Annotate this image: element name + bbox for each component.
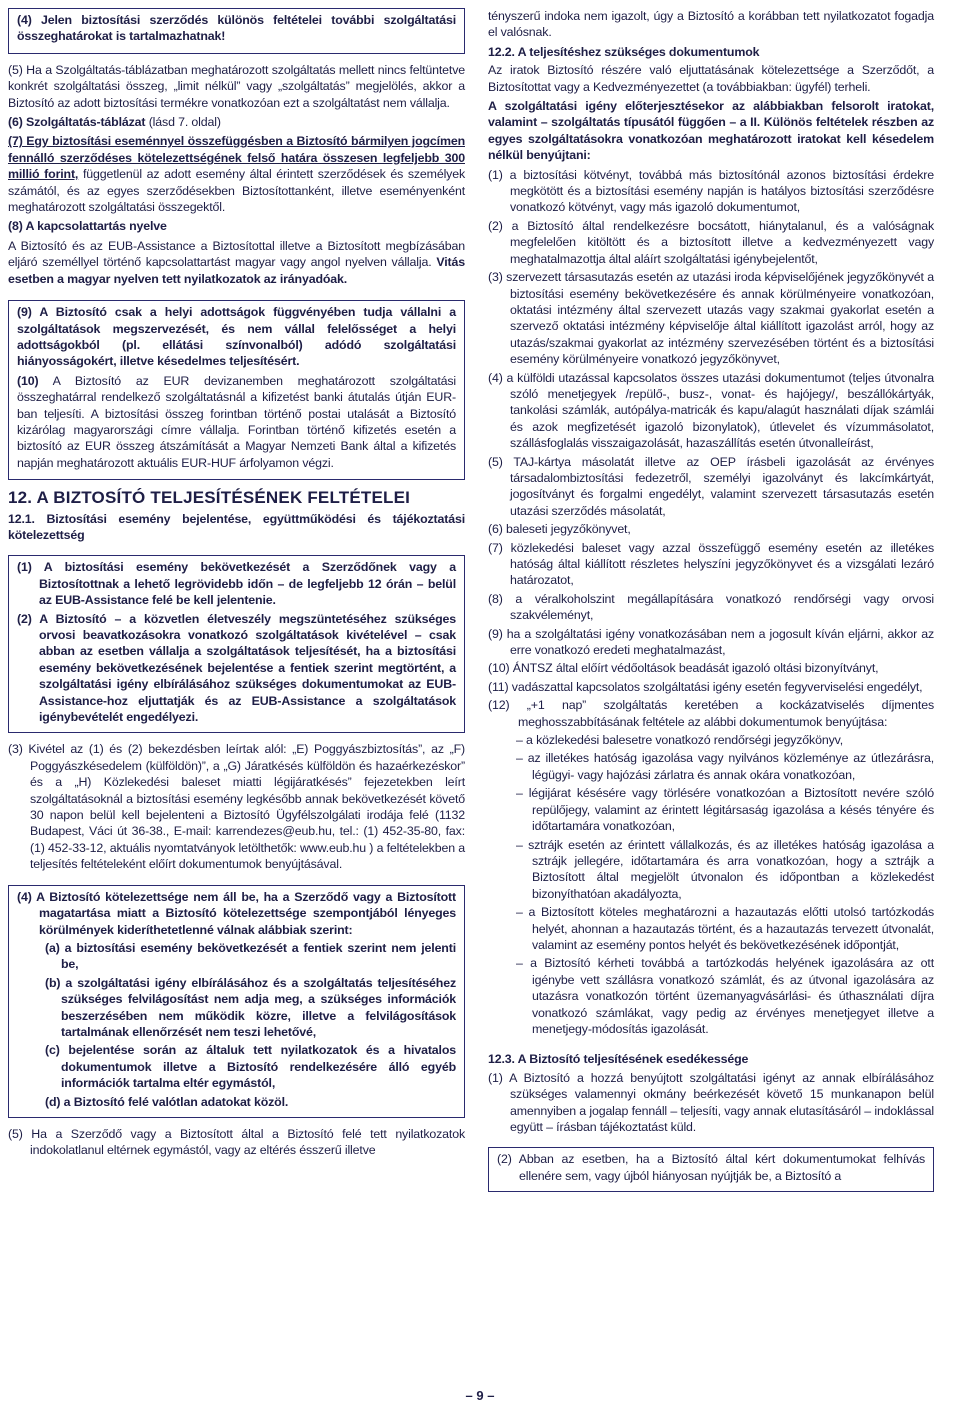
list-item: (7) közlekedési baleset vagy azzal összefüggő esemény esetén az illetékes hatóság által kiállított részletes helyszíni jegyzőkönyvet és a vizsgálati lezáró határozatot, (488, 540, 934, 588)
paragraph-8-bold: Vitás esetben a magyar nyelven tett nyilatkozatok az irányadóak. (8, 255, 465, 286)
paragraph-6-title: (6) Szolgáltatás-táblázat (8, 115, 146, 130)
paragraph-8 (8, 238, 465, 287)
info-box-4b (8, 885, 465, 1118)
paragraph-7-rest: függetlenül az adott esemény által érintett szerződések és személyek számától, és az egyes szerződésekben Biztosítottanként, illetve eseményenként meghatározott szolgáltatási összegektől. (8, 167, 466, 215)
box-item-a: (a) a biztosítási esemény bekövetkezését a fentiek szerint nem jelenti be, (45, 940, 456, 972)
page-number: – 9 – (465, 1388, 495, 1403)
paragraph-3: (3) Kivétel az (1) és (2) bekezdésben leírtak alól: „E) Poggyászbiztosítás”, az „F) Poggyászkésedelem (külföldön)”, a „G) Járatkésés külföldön és hazaérkezéskor” és a „H) Közlekedési baleset miatti légijáratkésés” fejezetekben leírt szolgáltatásoknál a biztosítási esemény legkésőbb annak bekövetkezését követő 30 napon belül kell bejelenteni a Biztosító Ügyfélszolgálati irodája felé (1132 Budapest, Váci út 36-38., E-mail: karrendezes@eub.hu, tel.: (1) 452-35-80, fax: (1) 452-33-12, aktuális nyomtatványok letölthetők: www.eub.hu ) a feltételekben a teljesítés feltételeként előírt dokumentumok benyújtásával. (8, 742, 465, 872)
list-item: (9) ha a szolgáltatási igény vonatkozásában nem a jogosult kíván eljárni, akkor az erre vonatkozó eredeti meghatalmazást, (488, 626, 934, 658)
paragraph-7-bold: (7) Egy biztosítási eseménnyel összefüggésben a Biztosító bármilyen jogcímen fennálló szerződéses kötelezettségének felső határa összesen legfeljebb 300 millió forint, (8, 134, 465, 182)
paragraph-8-text: A Biztosító és az EUB-Assistance a Biztosítottal illetve a Biztosított megbízásában eljáró személlyel történő kapcsolattartást magyar vagy angol nyelven vállalja. (8, 238, 465, 270)
list-item: (4) a külföldi utazással kapcsolatos összes utazási dokumentumot (teljes útvonalra szóló menetjegyek /repülő-, busz-, vonat- és hajójegy/, beszállókártyák, tankolási számlák, autópálya-matricák és kapu/alagút használati díjak számlái és azok megfizetését igazoló bizonylatok), útlevelet és vízummásolatot, szállásfoglalás visszaigazolását, hazaszállítás esetén útvonalleírást, (488, 370, 934, 451)
paragraph-5b: (5) Ha a Szerződő vagy a Biztosított által a Biztosító felé tett nyilatkozatok indokolatlanul eltérnek egymástól, vagy az eltérés ésszerű illetve (8, 1126, 465, 1158)
dash-item: – a Biztosított köteles meghatározni a hazautazás előtti utolsó tartózkodás helyét, ahonnan a hazautazás történt, és a hazautazás tervezett útvonalát, valamint az esemény pontos helyét és bekövetkezésének időpontját, (516, 905, 934, 952)
box-paragraph-1: (1) A biztosítási esemény bekövetkezését a Szerződőnek vagy a Biztosítottnak a lehető legrövidebb időn – de legfeljebb 12 órán – belül az EUB-Assistance felé be kell jelentenie. (17, 560, 456, 608)
box-paragraph-9: (9) A Biztosító csak a helyi adottságok függvényében tudja vállalni a szolgáltatások megszervezését, és nem vállal felelősséget a helyi adottságokból (pl. ellátási színvonalból) adódó szolgáltatási hiányosságokért, illetve késedelmes teljesítésért. (17, 305, 456, 369)
documents-required-paragraph: A szolgáltatási igény előterjesztésekor az alábbiakban felsorolt iratokat, valamint – szolgáltatás típusától függően – a II. Különös feltételek részben az egyes szolgáltatásokra vonatkozóan meghatározott iratokat kell késedelem nélkül benyújtani: (488, 99, 934, 163)
dash-item: – a közlekedési balesetre vonatkozó rendőrségi jegyzőkönyv, (516, 733, 844, 748)
list-item: (3) szervezett társasutazás esetén az utazási iroda képviselőjének jegyzőkönyvét a biztosítási esemény bekövetkezésére és annak körülményeire vonatkozóan, oktatási intézmény által szervezett utazás vagy szakmai gyakorlat esetén a szervező oktatási intézmény képviselője által kiállított igazolást arról, hogy az utazás/szakmai gyakorlat az intézmény szervezésében történt és a biztosítási esemény körülményeire vonatkozó jegyzőkönyvet, (488, 270, 934, 367)
list-item: (8) a véralkoholszint megállapítására vonatkozó rendőrségi vagy orvosi szakvéleményt, (488, 591, 934, 623)
box-paragraph-4: (4) Jelen biztosítási szerződés különös feltételei további szolgáltatási összeghatárokat is tartalmazhatnak! (17, 13, 456, 44)
section-12-1-heading: 12.1. Biztosítási esemény bejelentése, együttműködési és tájékoztatási kötelezettség (8, 511, 465, 542)
paragraph-10-text: A Biztosító az EUR devizanemben meghatározott szolgáltatási összeghatárral rendelkező szolgáltatásnál a kifizetést banki átutalás útján EUR-ban teljesíti. A biztosítási összeg forintban történő postai utalását a Biztosító kizárólag magyarországi címre vállalja. Forintban történő kifizetés esetén a biztosító az EUR összeg átszámítását a Magyar Nemzeti Bank által a kifizetés napján meghatározott aktuális EUR-HUF árfolyamon végzi. (17, 373, 456, 470)
dash-list (488, 732, 934, 1037)
info-box-4 (8, 8, 465, 54)
dash-item: – az illetékes hatóság igazolása vagy nyilvános közleménye az útlezárásra, légügyi- vagy hajózási zárlatra és annak okára vonatkozóan, (516, 751, 934, 782)
document-list (488, 167, 934, 730)
box-paragraph-2: (2) A Biztosító – a közvetlen életveszély megszüntetéséhez szükséges orvosi beavatkozásokra vonatkozó szolgáltatások kivételével – csak abban az esetben vállalja a szolgáltatások teljesítését, ha a biztosítási esemény bekövetkezésének bejelentése a fentiek szerint megtörtént, a szolgáltatási igény elbírálásához szükséges dokumentumokat az EUB-Assistance-hoz eljuttatják és az EUB-Assistance a szolgáltatások igénybevételét engedélyezi. (17, 611, 456, 725)
box-item-c: (c) bejelentése során az általuk tett nyilatkozatok és a hivatalos dokumentumok illetve a Biztosító rendelkezésére álló egyéb információk tartalma eltér egymástól, (45, 1043, 456, 1091)
box-paragraph-10 (17, 373, 456, 471)
box-paragraph-4b: (4) A Biztosító kötelezettsége nem áll be, ha a Szerződő vagy a Biztosított magatartása miatt a Biztosító kötelezettsége szempontjából lényeges körülmények kideríthetetlenné válnak alábbiak szerint: (17, 889, 456, 937)
list-item: (11) vadászattal kapcsolatos szolgáltatási igény esetén fegyverviselési engedélyt, (488, 679, 923, 694)
list-item: (10) ÁNTSZ által előírt védőoltások beadását igazoló oltási bizonyítványt, (488, 661, 879, 676)
right-column (488, 8, 934, 1200)
list-item: (2) a Biztosító által rendelkezésre bocsátott, hiánytalanul, és a valóságnak megfelelően kitöltött és a biztosított illetve a kedvezményezett vagy meghatalmazottja által aláírt szolgáltatási igénybejelentőt, (488, 218, 934, 266)
left-column (8, 8, 465, 1161)
list-item: (6) baleseti jegyzőkönyvet, (488, 522, 631, 537)
box-item-b: (b) a szolgáltatási igény elbírálásához és a szolgáltatás teljesítéséhez szükséges felvilágosítást nem adja meg, a szükséges információk beszerzésében nem működik közre, illetve a felvilágosítások tartalmának ellenőrzését nem teszi lehetővé, (45, 975, 456, 1039)
info-box-12-3-2 (488, 1147, 934, 1192)
section-12-2-heading: 12.2. A teljesítéshez szükséges dokumentumok (488, 44, 760, 59)
dash-item: – a Biztosító kérheti továbbá a tartózkodás helyének igazolására az ott igénybe vett szállásra vonatkozó számlát, és az útvonal igazolására az utazásra vonatkozón történt üzemanyagvásárlási- és úthasználati díjra vonatkozó számlákat, vagy pedig az érvényes menetjegyet illetve a menetjegy-módosítás igazolását. (516, 956, 934, 1036)
dash-item: – légijárat késésére vagy törlésére vonatkozóan a Biztosított nevére szóló repülőjegy, valamint az érintett légitársaság igazolása a késés tényére és időtartamára vonatkozóan, (516, 786, 934, 834)
paragraph-6 (8, 114, 465, 130)
list-item: (1) a biztosítási kötvényt, továbbá más biztosítónál azonos biztosítási érdekre megkötött és a biztosítási esemény napján is hatályos biztosítási szerződésre vonatkozó kötvényt, vagy más igazoló dokumentumot, (488, 167, 934, 215)
paragraph-12-3-1: (1) A Biztosító a hozzá benyújtott szolgáltatási igényt az annak elbírálásához szükséges valamennyi okmány beérkezését követő 15 munkanapon belül amennyiben a jogalap fennáll – teljesíti, vagy annak elutasításáról – indoklással együtt – írásban tájékoztatást küld. (488, 1070, 934, 1134)
paragraph-5: (5) Ha a Szolgáltatás-táblázatban meghatározott szolgáltatás mellett nincs feltüntetve konkrét szolgáltatási összeg, „limit nélkül” vagy „szolgáltatás” megjelölés, akkor a Biztosító az adott biztosítási termékre vonatkozóan ezt a szolgáltatást nem vállalja. (8, 62, 465, 110)
list-item: (5) TAJ-kártya másolatát illetve az OEP írásbeli igazolását az érvényes társadalombiztosítási fedezetről, személyi igazolványt és lakcímkártyát, jogosítványt és forgalmi engedélyt, valamint szervezett társasutazás esetén utazási szerződés másolatát, (488, 454, 934, 518)
box-paragraph-12-3-2: (2) Abban az esetben, ha a Biztosító által kért dokumentumokat felhívás ellenére sem, vagy újból hiányosan nyújtják be, a Biztosító a (497, 1152, 925, 1183)
paragraph-10-number: (10) (17, 373, 39, 388)
box-item-d: (d) a Biztosító felé valótlan adatokat közöl. (45, 1094, 289, 1109)
dash-item: – sztrájk esetén az érintett vállalkozás, és az illetékes hatóság igazolása a sztrájk jellegére, időtartamára és arra vonatkozóan, hogy a sztrájk a Biztosított által megjelölt útvonalon és időpontban a közlekedést bizonyíthatóan akadályozta, (516, 837, 934, 901)
section-12-3-heading: 12.3. A Biztosító teljesítésének esedékessége (488, 1052, 749, 1067)
info-box-9-10 (8, 300, 465, 480)
paragraph-8-title: (8) A kapcsolattartás nyelve (8, 219, 167, 234)
list-item: (12) „+1 nap” szolgáltatás keretében a kockázatviselés díjmentes meghosszabbításának feltétele az alábbi dokumentumok benyújtása: (488, 698, 934, 729)
intro-paragraph: Az iratok Biztosító részére való eljuttatásának kötelezettsége a Szerződőt, a Biztosítottat vagy a Kedvezményezettet (a továbbiakban: ügyfél) terheli. (488, 63, 934, 94)
paragraph-7 (8, 133, 465, 215)
section-12-heading: 12. A BIZTOSÍTÓ TELJESÍTÉSÉNEK FELTÉTELEI (8, 488, 411, 508)
continuation-text: tényszerű indoka nem igazolt, úgy a Biztosító a korábban tett nyilatkozatot fogadja el valósnak. (488, 9, 934, 40)
paragraph-6-ref: (lásd 7. oldal) (145, 115, 221, 130)
info-box-1-2 (8, 555, 465, 733)
